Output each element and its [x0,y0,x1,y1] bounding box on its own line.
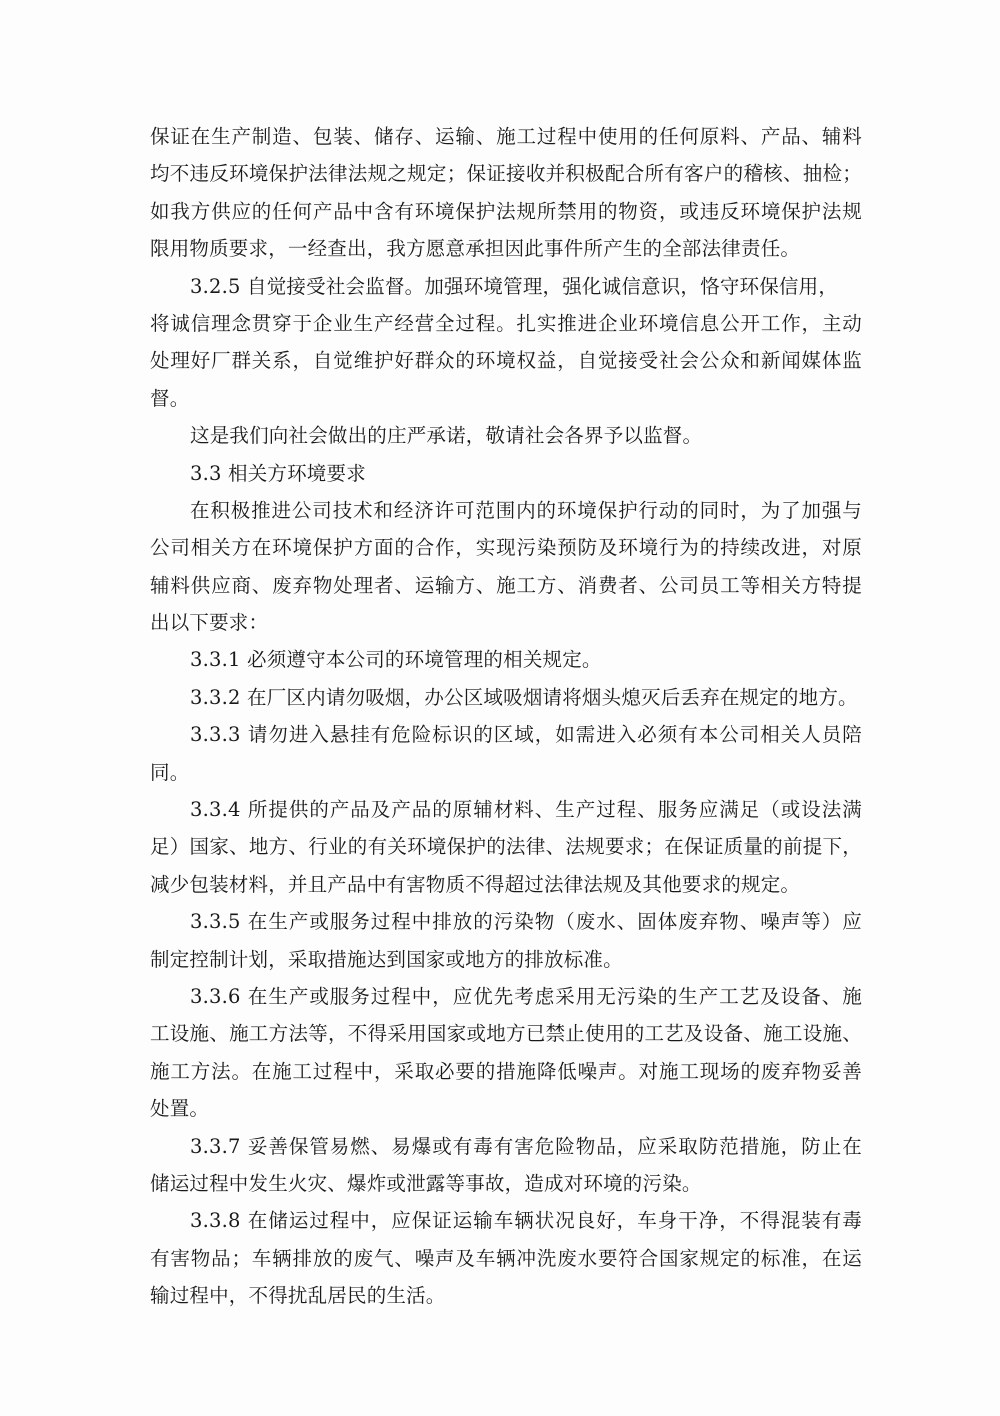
text-line: 辅料供应商、废弃物处理者、运输方、施工方、消费者、公司员工等相关方特提 [150,573,862,597]
item-3-3-3: 3.3.3 请勿进入悬挂有危险标识的区域，如需进入必须有本公司相关人员陪 [190,723,862,747]
text-line: 公司相关方在环境保护方面的合作，实现污染预防及环境行为的持续改进，对原 [150,536,862,560]
text-line: 足）国家、地方、行业的有关环境保护的法律、法规要求；在保证质量的前提下， [150,835,862,859]
section-3-3-heading: 3.3 相关方环境要求 [190,461,366,485]
text-line: 减少包装材料，并且产品中有害物质不得超过法律法规及其他要求的规定。 [150,872,801,896]
text-line: 处理好厂群关系，自觉维护好群众的环境权益，自觉接受社会公众和新闻媒体监 [150,349,862,373]
item-3-3-7: 3.3.7 妥善保管易燃、易爆或有毒有害危险物品，应采取防范措施，防止在 [190,1134,862,1158]
text-line: 均不违反环境保护法律法规之规定；保证接收并积极配合所有客户的稽核、抽检； [150,162,862,186]
item-3-3-5: 3.3.5 在生产或服务过程中排放的污染物（废水、固体废弃物、噪声等）应 [190,910,862,934]
item-3-3-2: 3.3.2 在厂区内请勿吸烟，办公区域吸烟请将烟头熄灭后丢弃在规定的地方。 [190,685,858,709]
document-body [150,118,862,1315]
item-3-3-4: 3.3.4 所提供的产品及产品的原辅材料、生产过程、服务应满足（或设法满 [190,798,862,822]
text-line: 出以下要求： [150,611,269,635]
text-line: 在积极推进公司技术和经济许可范围内的环境保护行动的同时，为了加强与 [190,498,862,522]
text-line: 督。 [150,386,190,410]
text-line: 限用物质要求，一经查出，我方愿意承担因此事件所产生的全部法律责任。 [150,237,801,261]
text-line: 施工方法。在施工过程中，采取必要的措施降低噪声。对施工现场的废弃物妥善 [150,1059,862,1083]
commitment-statement: 这是我们向社会做出的庄严承诺，敬请社会各界予以监督。 [190,424,703,448]
text-line: 制定控制计划，采取措施达到国家或地方的排放标准。 [150,947,623,971]
text-line: 工设施、施工方法等，不得采用国家或地方已禁止使用的工艺及设备、施工设施、 [150,1022,862,1046]
text-line: 输过程中，不得扰乱居民的生活。 [150,1284,446,1308]
text-line: 同。 [150,760,190,784]
text-line: 如我方供应的任何产品中含有环境保护法规所禁用的物资，或违反环境保护法规 [150,199,862,223]
text-line: 保证在生产制造、包装、储存、运输、施工过程中使用的任何原料、产品、辅料 [150,125,862,148]
text-line: 处置。 [150,1097,210,1121]
item-3-3-1: 3.3.1 必须遵守本公司的环境管理的相关规定。 [190,648,602,672]
text-line: 有害物品；车辆排放的废气、噪声及车辆冲洗废水要符合国家规定的标准，在运 [150,1246,862,1270]
section-3-2-5-line: 3.2.5 自觉接受社会监督。加强环境管理，强化诚信意识，恪守环保信用， [190,274,839,298]
item-3-3-8: 3.3.8 在储运过程中，应保证运输车辆状况良好，车身干净，不得混装有毒 [190,1209,862,1233]
text-line: 将诚信理念贯穿于企业生产经营全过程。扎实推进企业环境信息公开工作，主动 [150,311,862,335]
item-3-3-6: 3.3.6 在生产或服务过程中，应优先考虑采用无污染的生产工艺及设备、施 [190,984,862,1008]
text-line: 储运过程中发生火灾、爆炸或泄露等事故，造成对环境的污染。 [150,1171,702,1195]
